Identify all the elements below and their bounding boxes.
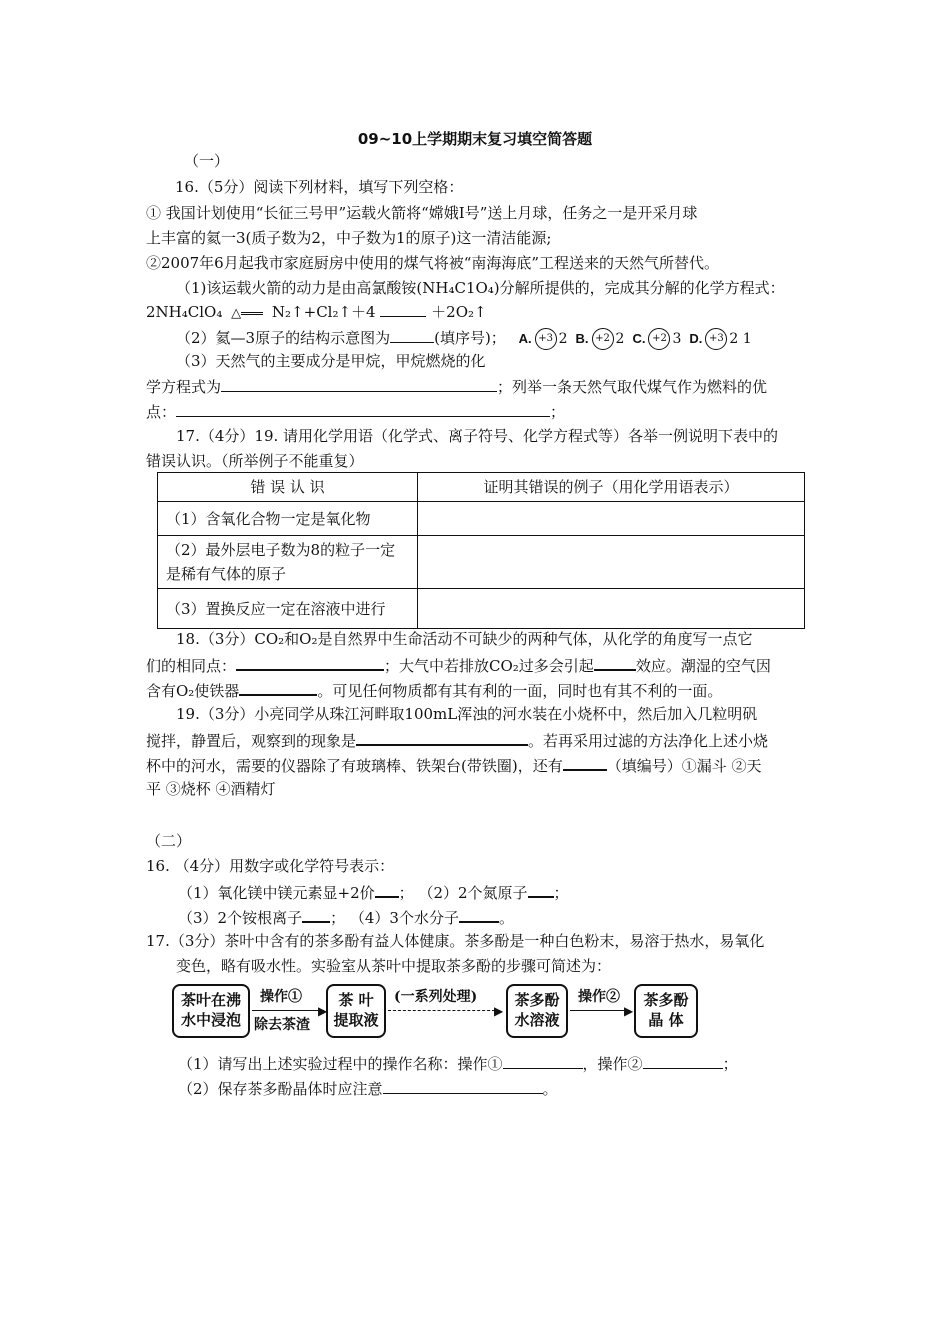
q18-line-b	[146, 653, 771, 677]
q18-blank-3[interactable]	[239, 678, 317, 696]
q16-material-1a: ① 我国计划使用“长征三号甲”运载火箭将“嫦娥Ⅰ号”送上月球，任务之一是开采月球	[146, 204, 698, 222]
p2-q16-l2c: 。	[498, 909, 514, 927]
q16-sub3d	[146, 400, 565, 423]
q19-b1: 搅拌，静置后，观察到的现象是	[146, 732, 357, 750]
p2-q17-q1c: ；	[722, 1055, 738, 1073]
q16-stem: 16.（5分）阅读下列材料，填写下列空格：	[175, 178, 464, 196]
answer-cell[interactable]	[418, 502, 805, 536]
flow-box-2	[326, 984, 386, 1038]
electron-shell: 2 1	[729, 331, 752, 347]
q16-sub2	[176, 326, 752, 350]
atom-option[interactable]	[519, 328, 568, 350]
atom-option-label: A.	[518, 331, 532, 346]
equation-right-b: ＋2O₂↑	[431, 303, 487, 321]
p2-q17-stem-b: 变色，略有吸水性。实验室从茶叶中提取茶多酚的步骤可简述为：	[176, 957, 612, 975]
q19-line-b	[146, 728, 768, 752]
p2-q17-q2a: （2）保存茶多酚晶体时应注意	[178, 1080, 383, 1098]
p2-q16-l2a: （3）2个铵根离子	[178, 909, 303, 927]
p2-q17-q1a: （1）请写出上述实验过程中的操作名称：操作①	[178, 1055, 503, 1073]
nucleus-circle: +3	[535, 328, 557, 350]
arrow-1-bottom-label: 除去茶渣	[254, 1017, 310, 1033]
p2-q17-stem-a: 17.（3分）茶叶中含有的茶多酚有益人体健康。茶多酚是一种白色粉末，易溶于热水，易氧化	[146, 932, 765, 950]
table-cell: （2）最外层电子数为8的粒子一定是稀有气体的原子	[158, 536, 418, 589]
table-header-row	[158, 473, 805, 502]
p2-q16-l1a: （1）氧化镁中镁元素显+2价	[178, 884, 375, 902]
sub3-c-text: ；列举一条天然气取代煤气作为燃料的优	[497, 378, 768, 396]
p2-q16-stem: 16. （4分）用数字或化学符号表示：	[146, 857, 395, 875]
q17-stem-b: 错误认识。（所举例子不能重复）	[146, 452, 364, 470]
q16-material-1b: 上丰富的氦一3(质子数为2，中子数为1的原子)这一清洁能源;	[146, 229, 552, 247]
table-cell: （3）置换反应一定在溶液中进行	[158, 589, 418, 629]
flow-box-4-line2: 晶 体	[648, 1011, 684, 1029]
p2-blank-2[interactable]	[528, 880, 554, 898]
flow-box-2-line2: 提取液	[333, 1011, 379, 1029]
sub2-tail: (填序号)；	[434, 329, 506, 347]
table-row	[158, 502, 805, 536]
p2-q16-l2b: ； （4）3个水分子	[330, 909, 459, 927]
flow-box-1-line1: 茶叶在沸	[180, 991, 241, 1009]
part2-heading: （二）	[146, 832, 192, 850]
arrow-3-top-label: 操作②	[578, 989, 620, 1005]
q19-blank-1[interactable]	[356, 728, 528, 746]
answer-cell[interactable]	[418, 589, 805, 629]
p2-blank-1[interactable]	[375, 880, 399, 898]
p2-q16-line2	[178, 905, 514, 929]
atom-option-label: C.	[632, 331, 646, 346]
equation-right-a: N₂↑+Cl₂↑＋4	[271, 303, 376, 321]
operation-1-blank[interactable]	[503, 1052, 583, 1069]
q16-sub3b	[146, 375, 767, 398]
sub3-d-text: 点：	[146, 403, 177, 421]
p2-q17-q2b: 。	[542, 1080, 558, 1098]
q18-blank-2[interactable]	[594, 653, 636, 671]
q19-line-a: 19.（3分）小亮同学从珠江河畔取100mL浑浊的河水装在小烧杯中，然后加入几粒明矾	[176, 705, 758, 723]
flow-box-3-line1: 茶多酚	[514, 991, 560, 1009]
q18-b3: 效应。潮湿的空气因	[635, 657, 771, 675]
flow-box-2-line1: 茶 叶	[338, 991, 374, 1009]
sub2-text: （2）氦—3原子的结构示意图为	[176, 329, 391, 347]
arrow-2-top-label: (一系列处理)	[394, 989, 478, 1005]
storage-note-blank[interactable]	[383, 1077, 543, 1094]
table-header-2: 证明其错误的例子（用化学用语表示）	[418, 473, 805, 502]
atom-options	[511, 329, 752, 347]
sub3-b-text: 学方程式为	[146, 378, 222, 396]
arrow-1-top-label: 操作①	[260, 989, 302, 1005]
q19-b2: 。若再采用过滤的方法净化上述小烧	[528, 732, 769, 750]
arrow-1	[252, 1010, 324, 1011]
misconception-table	[157, 472, 805, 629]
q19-line-c	[146, 753, 762, 777]
table-header-1: 错 误 认 识	[158, 473, 418, 502]
q18-c1: 含有O₂使铁器	[146, 682, 240, 700]
flow-box-1	[172, 984, 250, 1038]
equation-blank[interactable]	[380, 300, 426, 317]
flow-box-4-line1: 茶多酚	[643, 991, 689, 1009]
sub3-e-text: ；	[550, 403, 566, 421]
arrow-2	[388, 1010, 500, 1011]
p2-q16-line1	[178, 880, 569, 904]
extraction-flowchart	[172, 982, 712, 1040]
atom-option-label: D.	[689, 331, 703, 346]
electron-shell: 2	[615, 331, 625, 347]
q16-sub3a: （3）天然气的主要成分是甲烷，甲烷燃烧的化	[176, 352, 486, 370]
nucleus-circle: +2	[648, 328, 670, 350]
advantage-blank[interactable]	[176, 400, 550, 417]
atom-option[interactable]	[576, 328, 625, 350]
atom-option[interactable]	[632, 328, 681, 350]
heat-arrow: △	[231, 303, 263, 325]
q18-b1: 们的相同点：	[146, 657, 237, 675]
operation-2-blank[interactable]	[643, 1052, 723, 1069]
q16-equation	[146, 300, 487, 325]
q18-line-a: 18.（3分）CO₂和O₂是自然界中生命活动不可缺少的两种气体，从化学的角度写一点它	[176, 630, 753, 648]
q18-line-c	[146, 678, 722, 702]
p2-q16-l1b: ； （2）2个氮原子	[398, 884, 528, 902]
p2-q16-l1c: ；	[553, 884, 569, 902]
q19-c2: （填编号）①漏斗 ②天	[606, 757, 762, 775]
p2-q17-q1b: ，操作②	[582, 1055, 643, 1073]
q16-material-2: ②2007年6月起我市家庭厨房中使用的煤气将被“南海海底”工程送来的天然气所替代。	[146, 254, 720, 272]
part1-heading: （一）	[184, 152, 230, 170]
flow-box-1-line2: 水中浸泡	[180, 1011, 241, 1029]
q16-sub1: （1)该运载火箭的动力是由高氯酸铵(NH₄C1O₄)分解所提供的，完成其分解的化学方程式：	[176, 279, 785, 297]
electron-shell: 3	[672, 331, 682, 347]
nucleus-circle: +3	[705, 328, 727, 350]
answer-cell[interactable]	[418, 536, 805, 589]
q19-blank-2[interactable]	[563, 753, 607, 771]
arrow-1-head-icon: ▶	[318, 1004, 328, 1018]
sub2-blank[interactable]	[390, 326, 434, 343]
flow-box-4	[634, 984, 698, 1038]
arrow-2-head-icon: ▶	[494, 1004, 504, 1018]
table-row	[158, 536, 805, 589]
p2-blank-4[interactable]	[459, 905, 499, 923]
p2-q17-q1	[178, 1052, 738, 1075]
atom-option[interactable]	[689, 328, 751, 350]
page-title: 09~10上学期期末复习填空简答题	[357, 130, 593, 148]
q18-b2: ；大气中若排放CO₂过多会引起	[384, 657, 594, 675]
arrow-3	[570, 1010, 630, 1011]
equation-answer-blank[interactable]	[221, 375, 497, 392]
q17-stem-a: 17.（4分）19. 请用化学用语（化学式、离子符号、化学方程式等）各举一例说明下表中的	[176, 427, 779, 445]
p2-q17-q2	[178, 1077, 558, 1100]
flow-box-3	[506, 984, 568, 1038]
table-row	[158, 589, 805, 629]
atom-option-label: B.	[575, 331, 589, 346]
flow-box-3-line2: 水溶液	[514, 1011, 560, 1029]
electron-shell: 2	[558, 331, 568, 347]
q18-c2: 。可见任何物质都有其有利的一面，同时也有其不利的一面。	[317, 682, 723, 700]
arrow-3-head-icon: ▶	[624, 1004, 634, 1018]
nucleus-circle: +2	[592, 328, 614, 350]
q19-c1: 杯中的河水，需要的仪器除了有玻璃棒、铁架台(带铁圈)，还有	[146, 757, 563, 775]
table-cell: （1）含氧化合物一定是氧化物	[158, 502, 418, 536]
q19-line-d: 平 ③烧杯 ④酒精灯	[146, 780, 276, 798]
equation-left: 2NH₄ClO₄	[146, 303, 223, 321]
q18-blank-1[interactable]	[236, 653, 384, 671]
p2-blank-3[interactable]	[302, 905, 330, 923]
